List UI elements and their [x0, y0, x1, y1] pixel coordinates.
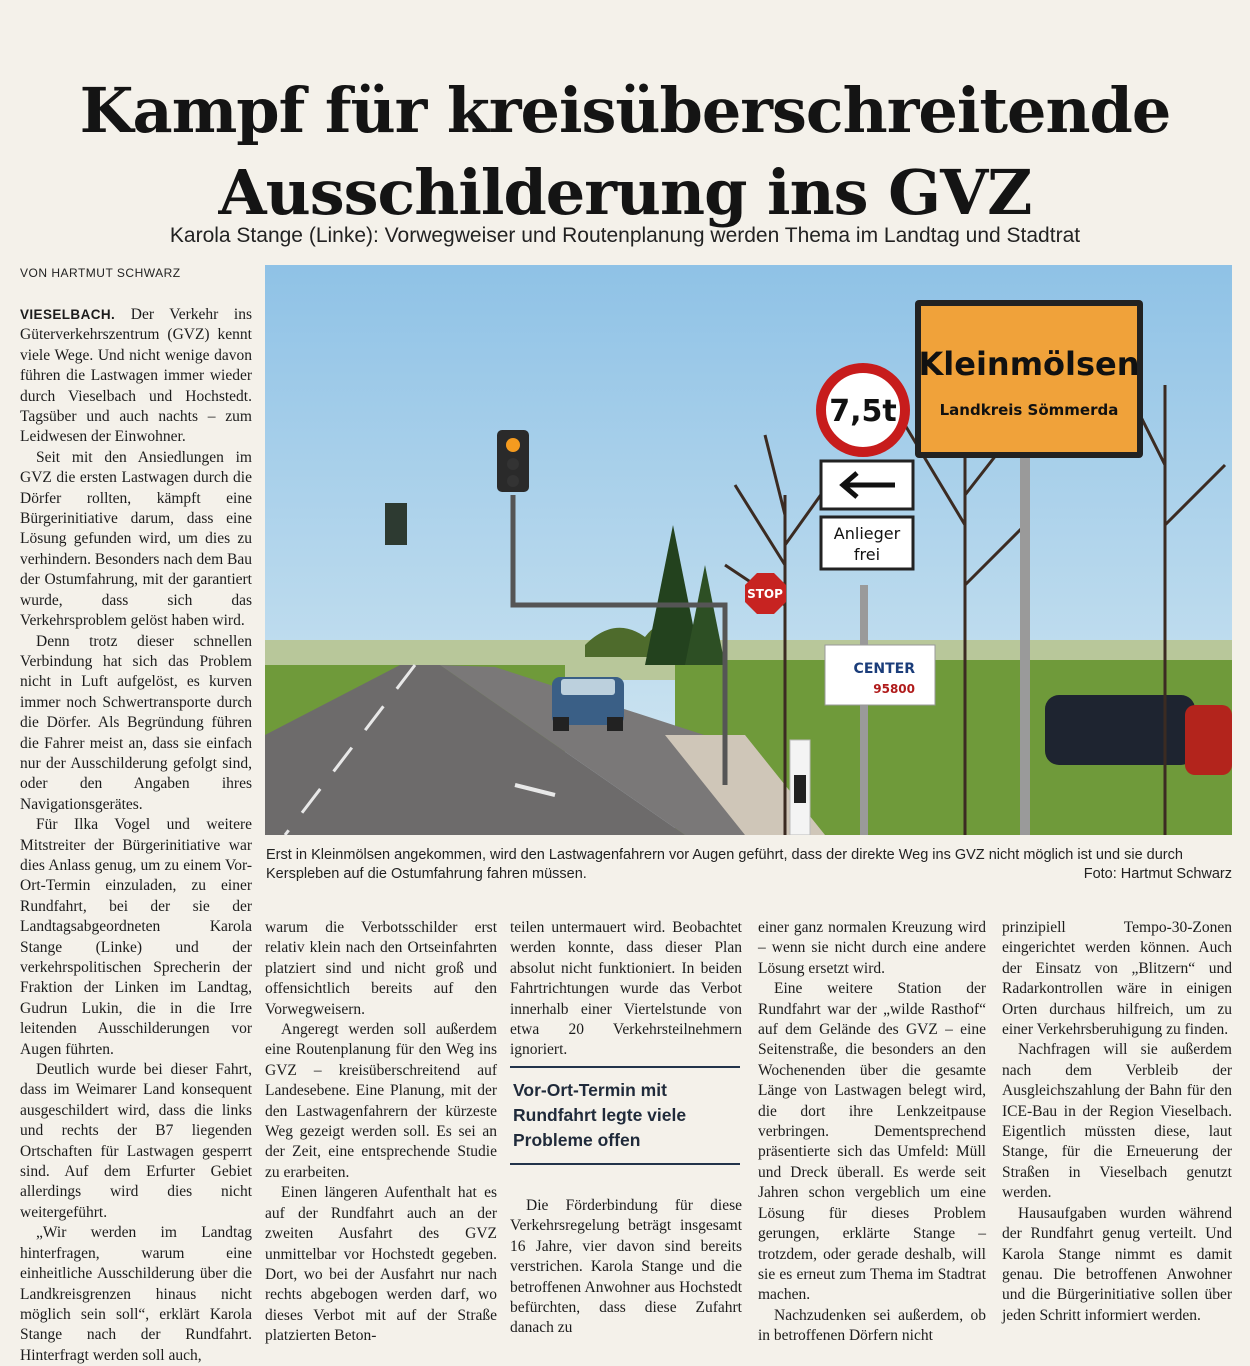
- weight-limit-text: 7,5t: [829, 394, 897, 429]
- paragraph: [20, 305, 252, 448]
- article-column-4: [758, 918, 986, 1347]
- paragraph: prinzipiell Tempo-30-Zonen eingerichtet werden können. Auch der Einsatz von „Blitzern“ und Radarkontrollen wäre in einigen Orten durchaus hilfreich, um zu einer Verkehrsberuhigung zu finden.: [1002, 919, 1232, 1039]
- subheadline: Karola Stange (Linke): Vorwegweiser und Routenplanung werden Thema im Landtag und Stadtrat: [169, 224, 1081, 247]
- paragraph: Für Ilka Vogel und weitere Mitstreiter der Bürgerinitiative war dies Anlass genug, um zu einem Vor-Ort-Termin einzuladen, zu einer Rundfahrt, bei der sie der Landtagsabgeordneten Karola Stange (Linke) und der verkehrspolitischen Sprecherin der Fraktion der Linken im Landtag, Gudrun Lukin, die in die Irre leitenden Ausschilderungen vor Augen führten.: [20, 816, 252, 1058]
- headline: [20, 70, 1230, 234]
- store-sign-text: CENTER: [853, 661, 915, 677]
- paragraph: Denn trotz dieser schnellen Verbindung hat sich das Problem nicht in Luft aufgelöst, es kurven immer noch Schwertransporte durch die Dörfer. Als Begründung führen die Fahrer meist an, dass sie einfach nur der Ausschilderung gefolgt sind, oder den Angaben ihres Navigationsgerätes.: [20, 632, 252, 813]
- article-column-2: [265, 918, 497, 1347]
- paragraph: warum die Verbotsschilder erst relativ klein nach den Ortseinfahrten platziert sind und nicht groß und offensichtlich bereits auf den Vorwegweisern.: [265, 919, 497, 1018]
- headline-line-1: Kampf für kreisüberschreitende: [79, 73, 1171, 147]
- article-column-5: [1002, 918, 1232, 1326]
- anlieger-sign-line-2: frei: [853, 545, 881, 564]
- road-scene-illustration: [265, 265, 1232, 835]
- paragraph: Seit mit den Ansiedlungen im GVZ die ersten Lastwagen durch die Dörfer rollten, kämpft eine Bürgerinitiative darum, dass eine Lösung gefunden wird, um dies zu verhindern. Besonders nach dem Bau der Ostumfahrung, mit der garantiert wurde, dass sich das Verkehrsproblem gelöst haben wird.: [20, 448, 253, 630]
- paragraph: Nachzudenken sei außerdem, ob in betroffenen Dörfern nicht: [758, 1306, 986, 1345]
- paragraph: einer ganz normalen Kreuzung wird – wenn sie nicht durch eine andere Lösung ersetzt wird.: [758, 919, 986, 977]
- paragraph: „Wir werden im Landtag hinterfragen, warum eine einheitliche Ausschilderung über die Landkreisgrenzen hinaus nicht möglich sein soll“, erklärt Karola Stange nach der Rundfahrt. Hinterfragt werden soll auch,: [20, 1224, 252, 1364]
- paragraph: Deutlich wurde bei dieser Fahrt, dass im Weimarer Land konsequent ausgeschildert wird, dass die links und rechts der B7 liegenden Ortschaften für Lastwagen gesperrt sind. Auf dem Erfurter Gebiet allerdings wird dies nicht weitergeführt.: [20, 1061, 252, 1221]
- pull-quote-rule-bottom: [510, 1163, 740, 1165]
- paragraph: teilen untermauert wird. Beobachtet werden konnte, dass dieser Plan absolut nicht funktioniert. In beiden Fahrtrichtungen wurde das Verbot innerhalb einer Viertelstunde von etwa 20 Verkehrsteilnehmern ignoriert.: [510, 919, 742, 1059]
- dateline: VIESELBACH.: [20, 307, 116, 322]
- town-sign-name: Kleinmölsen: [918, 345, 1140, 383]
- store-sign-phone: 95800: [873, 682, 915, 696]
- anlieger-sign-line-1: Anlieger: [833, 524, 901, 543]
- article-photo: [265, 265, 1232, 835]
- paragraph: Eine weitere Station der Rundfahrt war der „wilde Rasthof“ auf dem Gelände des GVZ – eine Seitenstraße, die besonders an den Wochenenden über die gesamte Länge von Lastwagen belegt wird, die dort ihre Lenkzeitpause verbringen. Dementsprechend präsentierte sich das Umfeld: Müll und Dreck überall. Es werde seit Jahren schon vergeblich um eine Lösung für dieses Problem gerungen, erklärte Stange – trotzdem, oder gerade deshalb, will sie es erneut zum Thema im Stadtrat machen.: [758, 980, 986, 1304]
- car: [552, 677, 624, 731]
- paragraph: Einen längeren Aufenthalt hat es auf der Rundfahrt auch an der zweiten Ausfahrt des GVZ unmittelbar vor Hochstedt gegeben. Dort, wo bei der Ausfahrt nur nach rechts abgebogen werden darf, wo dieses Verbot mit auf der Straße platzierten Beton-: [265, 1184, 497, 1345]
- article-column-3-top: [510, 918, 742, 1061]
- article-column-3-bottom: [510, 1196, 742, 1339]
- pull-quote-rule-top: [510, 1066, 740, 1068]
- paragraph: Die Förderbindung für diese Verkehrsregelung beträgt insgesamt 16 Jahre, vier davon sind bereits verstrichen. Karola Stange und die betroffenen Anwohner aus Hochstedt befürchten, dass diese Zufahrt danach zu: [510, 1197, 742, 1337]
- photo-credit: Foto: Hartmut Schwarz: [1083, 866, 1232, 882]
- pull-quote: Vor-Ort-Termin mit Rundfahrt legte viele Probleme offen: [513, 1080, 687, 1150]
- article-column-1: [20, 305, 252, 1366]
- paragraph: Angeregt werden soll außerdem eine Routenplanung für den Weg ins GVZ – kreisüberschreitend auf Landesebene. Eine Planung, mit der den Lastwagenfahrern der kürzeste Weg gezeigt werden soll. Es sei an der Zeit, eine entsprechende Studie zu erarbeiten.: [265, 1021, 497, 1181]
- headline-line-2: Ausschilderung ins GVZ: [218, 155, 1032, 229]
- paragraph-text: Der Verkehr ins Güterverkehrszentrum (GVZ) kennt viele Wege. Und nicht wenige davon führen die Lastwagen immer wieder durch Vieselbach und Hochstedt. Tagsüber und auch nachts – zum Leidwesen der Einwohner.: [20, 306, 252, 446]
- byline: VON HARTMUT SCHWARZ: [20, 266, 181, 280]
- town-sign-district: Landkreis Sömmerda: [939, 401, 1119, 419]
- paragraph: Hausaufgaben wurden während der Rundfahrt genug verteilt. Und Karola Stange nimmt es damit genau. Die betroffenen Anwohner und die Bürgerinitiative sollen über jeden Schritt informiert werden.: [1002, 1204, 1232, 1324]
- photo-caption-block: [266, 846, 1232, 884]
- photo-caption: Erst in Kleinmölsen angekommen, wird den Lastwagenfahrern vor Augen geführt, dass der direkte Weg ins GVZ nicht möglich ist und sie durch Kerspleben auf die Ostumfahrung fahren müssen.: [266, 847, 1183, 882]
- stop-sign-text: STOP: [747, 587, 783, 601]
- paragraph: Nachfragen will sie außerdem nach dem Verbleib der Ausgleichszahlung der Bahn für den ICE-Bau in der Region Vieselbach. Eigentlich müssten diese, laut Stange, für die Erneuerung der Straßen in Vieselbach genutzt werden.: [1002, 1041, 1232, 1202]
